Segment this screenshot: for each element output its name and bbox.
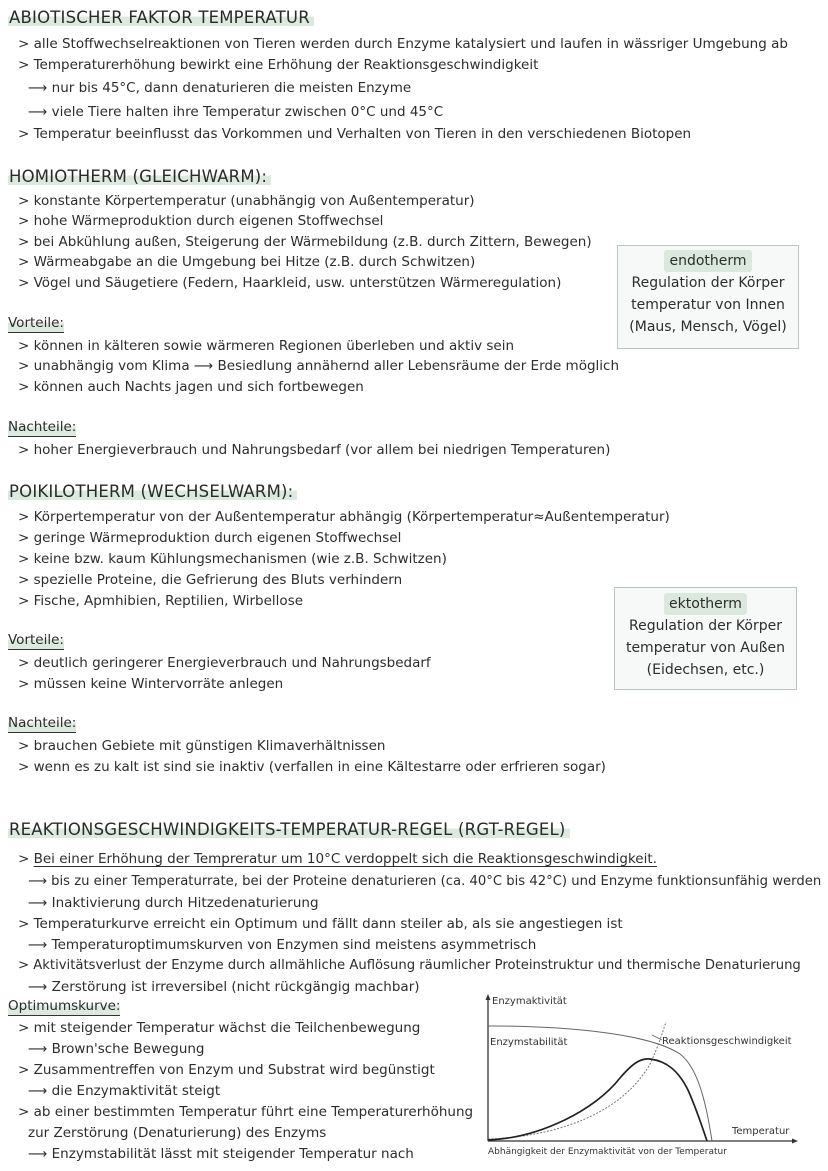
text-line: > hoher Energieverbrauch und Nahrungsbedarf (vor allem bei niedrigen Temperaturen) — [18, 442, 611, 458]
text-line: ⟶ nur bis 45°C, dann denaturieren die meisten Enzyme — [28, 80, 412, 96]
text-line: > Temperaturerhöhung bewirkt eine Erhöhung der Reaktionsgeschwindigkeit — [18, 57, 539, 73]
text-line: > hohe Wärmeproduktion durch eigenen Stoffwechsel — [18, 213, 384, 229]
text-line: > geringe Wärmeproduktion durch eigenen Stoffwechsel — [18, 530, 402, 546]
nachteile-label: Nachteile: — [8, 419, 77, 435]
text-line: ⟶ Temperaturoptimumskurven von Enzymen sind meistens asymmetrisch — [28, 937, 537, 953]
vorteile-label: Vorteile: — [8, 632, 64, 648]
rgt-rule-line — [18, 850, 657, 868]
chart-ylabel: Enzymaktivität — [492, 996, 567, 1007]
text-line: > Wärmeabgabe an die Umgebung bei Hitze (z.B. durch Schwitzen) — [18, 254, 476, 270]
text-line: > bei Abkühlung außen, Steigerung der Wärmebildung (z.B. durch Zittern, Bewegen) — [18, 234, 592, 250]
endotherm-box — [617, 245, 799, 349]
chart-x-axis-arrow — [792, 1139, 798, 1144]
chart-caption: Abhängigkeit der Enzymaktivität von der Temperatur — [488, 1147, 727, 1157]
text-line: ⟶ viele Tiere halten ihre Temperatur zwischen 0°C und 45°C — [28, 104, 444, 120]
text-line: > brauchen Gebiete mit günstigen Klimaverhältnissen — [18, 738, 386, 754]
text-line: zur Zerstörung (Denaturierung) des Enzyms — [28, 1125, 327, 1141]
text-line: > Temperatur beeinflusst das Vorkommen und Verhalten von Tieren in den verschiedenen Biotopen — [18, 126, 692, 142]
text-line: > Körpertemperatur von der Außentemperatur abhängig (Körpertemperatur≈Außentemperatur) — [18, 509, 670, 525]
rgt-rule-text: Bei einer Erhöhung der Tempreratur um 10°C verdoppelt sich die Reaktionsgeschwindigkeit. — [33, 851, 657, 867]
section-title-homiotherm: HOMIOTHERM (GLEICHWARM): — [8, 167, 271, 186]
text-line: > ab einer bestimmten Temperatur führt eine Temperaturerhöhung — [18, 1104, 474, 1120]
text-line: > alle Stoffwechselreaktionen von Tieren werden durch Enzyme katalysiert und laufen in wässriger Umgebung ab — [18, 36, 788, 52]
ektotherm-box — [614, 587, 797, 690]
endotherm-tag: endotherm — [664, 250, 751, 272]
box-line: Regulation der Körper — [629, 618, 782, 634]
text-line: > Aktivitätsverlust der Enzyme durch allmähliche Auflösung räumlicher Proteinstruktur und thermische Denaturierung — [18, 958, 801, 973]
text-line: > können auch Nachts jagen und sich fortbewegen — [18, 379, 364, 395]
text-line: > Zusammentreffen von Enzym und Substrat wird begünstigt — [18, 1062, 435, 1078]
text-line: > keine bzw. kaum Kühlungsmechanismen (wie z.B. Schwitzen) — [18, 551, 447, 567]
box-line: temperatur von Außen — [625, 640, 786, 656]
vorteile-label: Vorteile: — [8, 315, 64, 331]
bullet: > — [18, 851, 34, 867]
text-line: > unabhängig vom Klima ⟶ Besiedlung annähernd aller Lebensräume der Erde möglich — [18, 358, 620, 374]
chart-line-enzymaktivitaet — [488, 1059, 707, 1141]
box-line: temperatur von Innen — [631, 297, 785, 313]
text-line: > spezielle Proteine, die Gefrierung des Bluts verhindern — [18, 572, 403, 588]
chart-series-label-enzymstabilitaet: Enzymstabilität — [490, 1037, 568, 1048]
text-line: > Temperaturkurve erreicht ein Optimum und fällt dann steiler ab, als sie angestiegen ist — [18, 916, 623, 932]
box-line: Regulation der Körper — [631, 275, 785, 291]
chart-xlabel: Temperatur — [732, 1126, 790, 1137]
text-line: ⟶ Zerstörung ist irreversibel (nicht rückgängig machbar) — [28, 979, 420, 995]
text-line: ⟶ Inaktivierung durch Hitzedenaturierung — [28, 895, 319, 911]
text-line: > wenn es zu kalt ist sind sie inaktiv (verfallen in eine Kältestarre oder erfrieren sogar) — [18, 759, 606, 775]
text-line: ⟶ die Enzymaktivität steigt — [28, 1083, 221, 1099]
box-line: (Maus, Mensch, Vögel) — [629, 319, 787, 335]
ektotherm-tag: ektotherm — [664, 593, 747, 615]
box-line: (Eidechsen, etc.) — [646, 662, 765, 678]
text-line: > können in kälteren sowie wärmeren Regionen überleben und aktiv sein — [18, 338, 515, 354]
text-line: > Vögel und Säugetiere (Federn, Haarkleid, usw. unterstützen Wärmeregulation) — [18, 275, 562, 291]
text-line: > Fische, Apmhibien, Reptilien, Wirbellose — [18, 593, 304, 609]
text-line: > konstante Körpertemperatur (unabhängig von Außentemperatur) — [18, 193, 475, 209]
nachteile-label: Nachteile: — [8, 715, 77, 731]
text-line: ⟶ Brown'sche Bewegung — [28, 1041, 205, 1057]
text-line: > müssen keine Wintervorräte anlegen — [18, 676, 284, 692]
optimumskurve-label: Optimumskurve: — [8, 998, 121, 1014]
section-title-poikilotherm: POIKILOTHERM (WECHSELWARM): — [8, 482, 297, 501]
section-title-temperatur: ABIOTISCHER FAKTOR TEMPERATUR — [8, 8, 314, 27]
section-title-rgt-regel: REAKTIONSGESCHWINDIGKEITS-TEMPERATUR-REGEL (RGT-REGEL) — [8, 820, 570, 839]
text-line: > mit steigender Temperatur wächst die Teilchenbewegung — [18, 1020, 421, 1036]
enzyme-activity-chart — [480, 992, 820, 1164]
chart-series-label-reaktionsgeschwindigkeit: Reaktionsgeschwindigkeit — [662, 1036, 792, 1047]
text-line: > deutlich geringerer Energieverbrauch und Nahrungsbedarf — [18, 655, 431, 671]
text-line: ⟶ bis zu einer Temperaturrate, bei der Proteine denaturieren (ca. 40°C bis 42°C) und Enzyme funktionsunfähig werden — [28, 874, 822, 889]
chart-y-axis-arrow — [486, 994, 491, 1000]
text-line: ⟶ Enzymstabilität lässt mit steigender Temperatur nach — [28, 1146, 414, 1162]
